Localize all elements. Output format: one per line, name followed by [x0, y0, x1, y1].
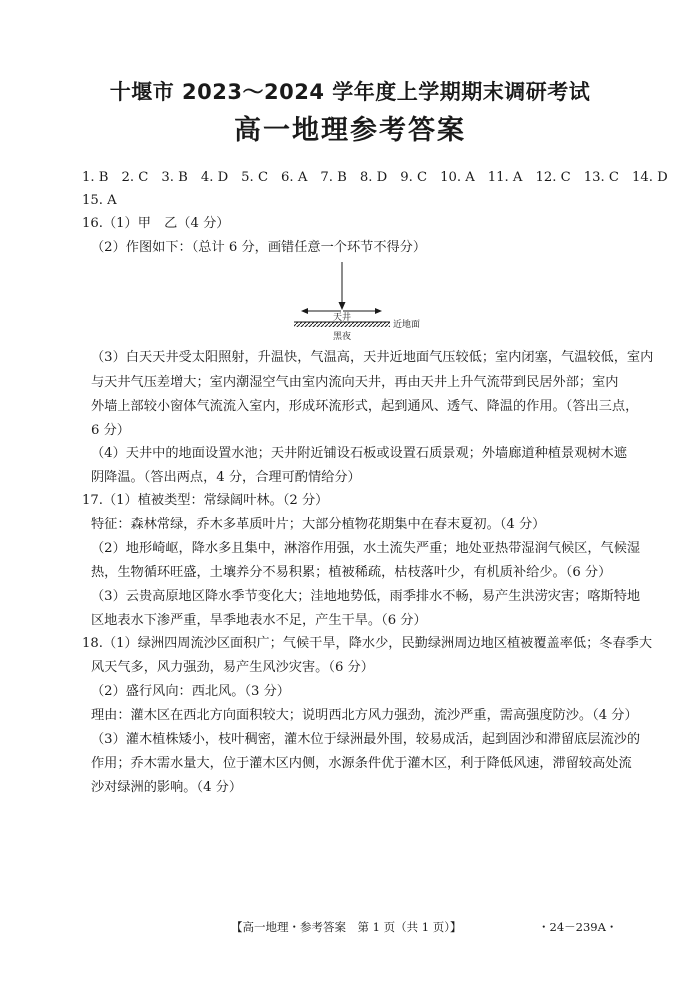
- answer-8: 8. D: [359, 170, 388, 185]
- q18-part1-line2: 风天气多，风力强劲，易产生风沙灾害。（6 分）: [91, 660, 374, 675]
- q16-part4-line2: 阴降温。（答出两点，4 分，合理可酌情给分）: [91, 470, 361, 485]
- answer-key-title: 高一地理参考答案: [234, 115, 466, 146]
- label-patio: 天井: [332, 313, 352, 323]
- q18-part3-line2: 作用；乔木需水量大，位于灌木区内侧，水源条件优于灌木区，利于降低风速，滞留较高处流: [91, 756, 632, 771]
- label-night: 黑夜: [332, 332, 352, 342]
- q16-part3-line2: 与天井气压差增大；室内潮湿空气由室内流向天井，再由天井上升气流带到民居外部；室内: [91, 375, 619, 390]
- answer-11: 11. A: [487, 170, 523, 185]
- answer-3: 3. B: [161, 170, 188, 185]
- q18-part1-line1: 18.（1）绿洲四周流沙区面积广；气候干旱，降水少，民勤绿洲周边地区植被覆盖率低；冬春季大: [82, 636, 653, 651]
- q17-part3-line1: （3）云贵高原地区降水季节变化大；洼地地势低，雨季排水不畅，易产生洪涝灾害；喀斯特地: [91, 589, 641, 604]
- q16-part3-line4: 6 分）: [91, 423, 130, 438]
- answers-row-1: [82, 168, 668, 188]
- q16-part4-line1: （4）天井中的地面设置水池；天井附近铺设石板或设置石质景观；外墙廊道种植景观树木遮: [91, 446, 627, 461]
- leftward-arrowhead: [301, 308, 308, 314]
- q16-part1: 16.（1）甲 乙（4 分）: [82, 216, 230, 231]
- answer-9: 9. C: [400, 170, 428, 185]
- q18-part3-line3: 沙对绿洲的影响。（4 分）: [91, 780, 243, 795]
- answer-1: 1. B: [82, 170, 109, 185]
- q18-part3-line1: （3）灌木植株矮小，枝叶稠密，灌木位于绿洲最外围，较易成活，起到固沙和滞留底层流沙的: [91, 732, 641, 747]
- label-near-ground: 近地面: [393, 320, 421, 330]
- answer-5: 5. C: [241, 170, 269, 185]
- answer-15: 15. A: [82, 193, 117, 208]
- q16-part3-line3: 外墙上部较小窗体气流流入室内，形成环流形式，起到通风、透气、降温的作用。（答出三点，: [91, 399, 639, 414]
- q17-part3-line2: 区地表水下渗严重，旱季地表水不足，产生干旱。（6 分）: [91, 613, 427, 628]
- answer-4: 4. D: [200, 170, 229, 185]
- q18-part2-reason: 理由：灌木区在西北方向面积较大；说明西北方风力强劲，流沙严重，需高强度防沙。（4 分）: [91, 708, 638, 723]
- q17-part1: 17.（1）植被类型：常绿阔叶林。（2 分）: [82, 493, 329, 508]
- answer-12: 12. C: [535, 170, 571, 185]
- downward-arrowhead: [339, 302, 346, 310]
- answer-2: 2. C: [121, 170, 149, 185]
- patio-airflow-diagram: [292, 260, 452, 345]
- answer-13: 13. C: [583, 170, 619, 185]
- answer-7: 7. B: [320, 170, 347, 185]
- page-footer: 【高一地理・参考答案 第 1 页（共 1 页）】: [231, 920, 462, 934]
- answer-6: 6. A: [281, 170, 308, 185]
- q17-part1-features: 特征：森林常绿，乔木多革质叶片；大部分植物花期集中在春末夏初。（4 分）: [91, 517, 546, 532]
- q18-part2: （2）盛行风向：西北风。（3 分）: [91, 684, 290, 699]
- q16-part2: （2）作图如下：（总计 6 分，画错任意一个环节不得分）: [91, 240, 427, 255]
- document-code: ・24－239A・: [538, 920, 618, 934]
- q16-part3-line1: （3）白天天井受太阳照射，升温快，气温高，天井近地面气压较低；室内闭塞，气温较低，室内: [91, 350, 654, 365]
- rightward-arrowhead: [375, 308, 382, 314]
- answer-14: 14. D: [632, 170, 668, 185]
- q17-part2-line2: 热，生物循环旺盛，土壤养分不易积累；植被稀疏，枯枝落叶少，有机质补给少。（6 分）: [91, 565, 612, 580]
- answer-10: 10. A: [440, 170, 475, 185]
- exam-title: 十堰市 2023～2024 学年度上学期期末调研考试: [109, 80, 591, 104]
- q17-part2-line1: （2）地形崎岖，降水多且集中，淋溶作用强，水土流失严重；地处亚热带湿润气候区，气候湿: [91, 541, 641, 556]
